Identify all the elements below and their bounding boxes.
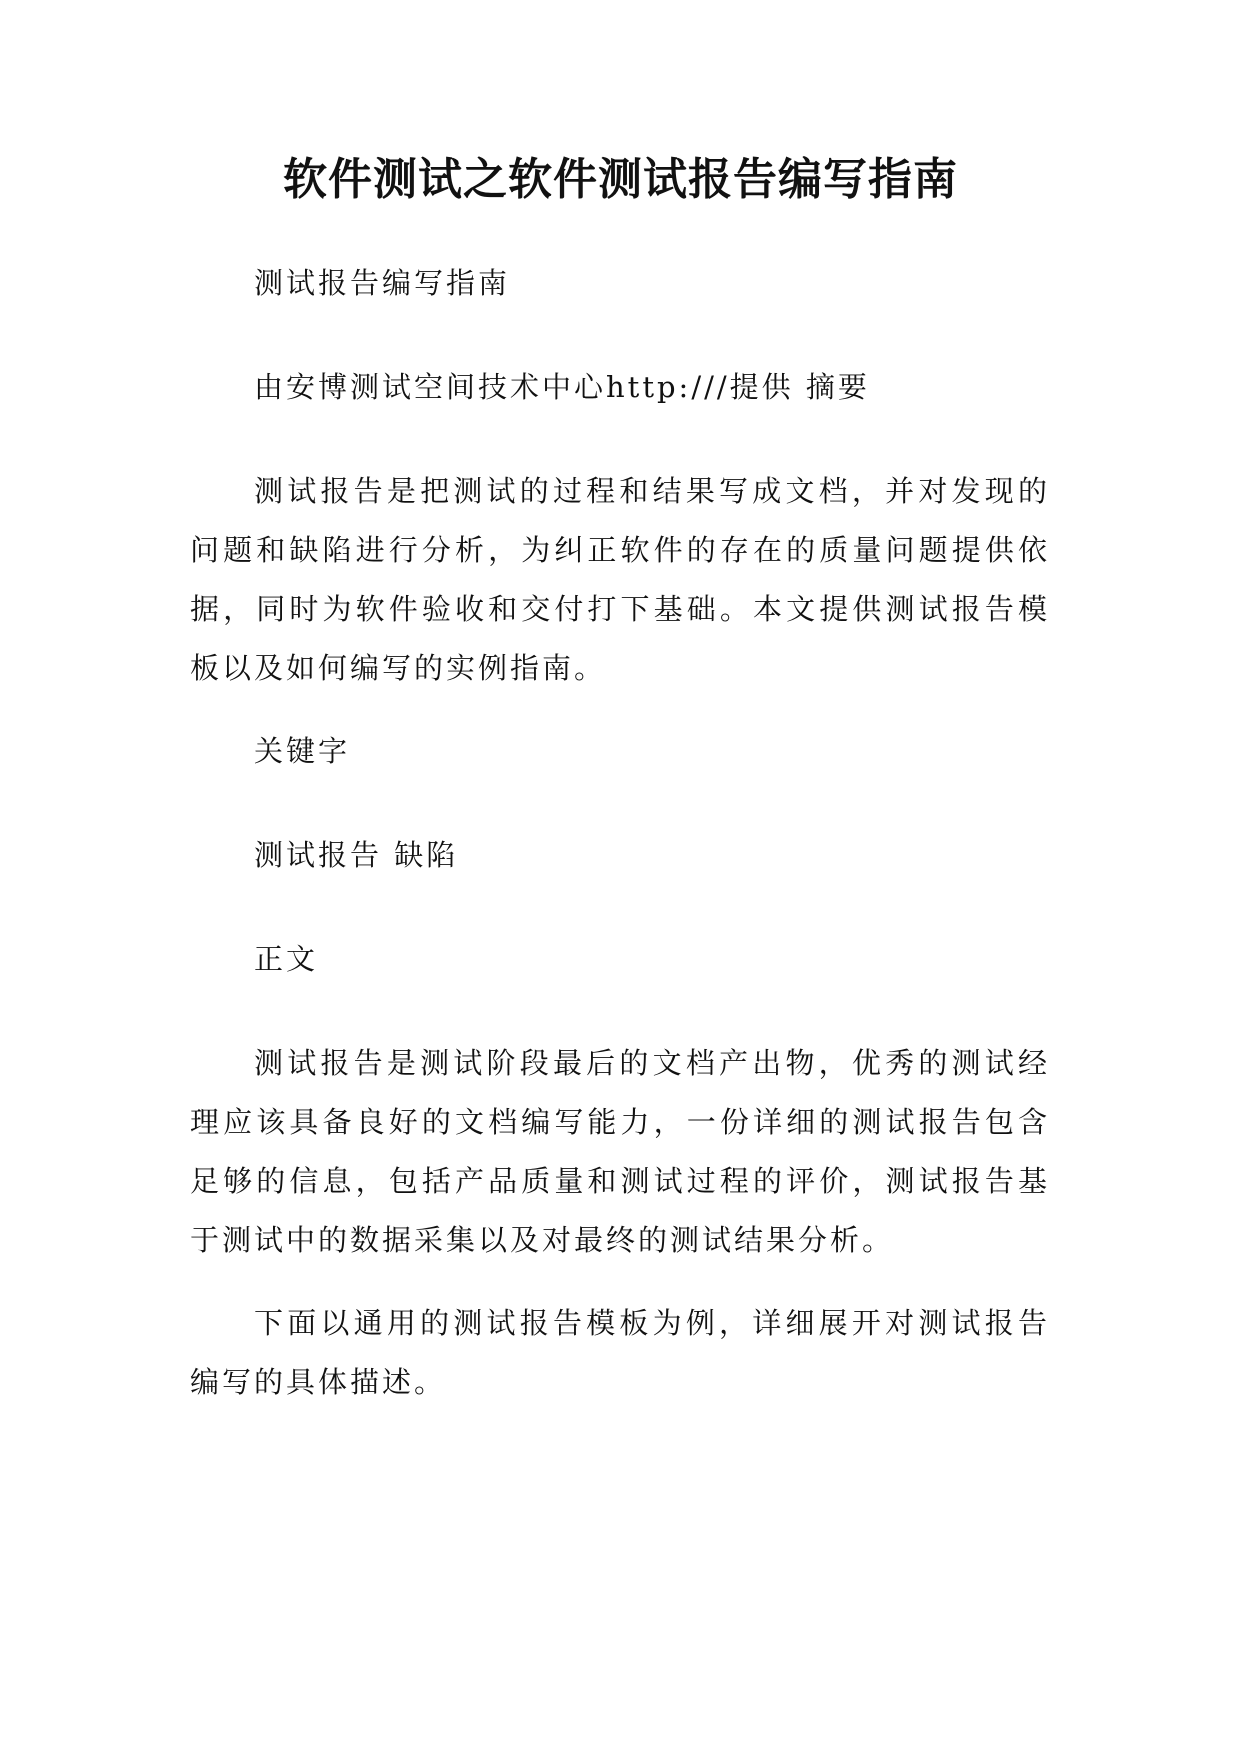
keywords-text: 测试报告 缺陷 bbox=[254, 838, 459, 872]
section-heading: 测试报告编写指南 bbox=[254, 266, 511, 300]
provider-line: 由安博测试空间技术中心http:///提供 摘要 bbox=[254, 370, 870, 404]
abstract-paragraph: 测试报告是把测试的过程和结果写成文档，并对发现的问题和缺陷进行分析，为纠正软件的存在的质量问题提供依据，同时为软件验收和交付打下基础。本文提供测试报告模板以及如何编写的实例指南。 bbox=[190, 474, 1050, 685]
body-paragraph-2: 下面以通用的测试报告模板为例，详细展开对测试报告编写的具体描述。 bbox=[190, 1306, 1050, 1399]
document-title: 软件测试之软件测试报告编写指南 bbox=[283, 154, 958, 205]
body-heading: 正文 bbox=[254, 942, 319, 976]
keywords-heading: 关键字 bbox=[254, 734, 351, 768]
body-paragraph-1: 测试报告是测试阶段最后的文档产出物，优秀的测试经理应该具备良好的文档编写能力，一份详细的测试报告包含足够的信息，包括产品质量和测试过程的评价，测试报告基于测试中的数据采集以及对最终的测试结果分析。 bbox=[190, 1046, 1050, 1257]
